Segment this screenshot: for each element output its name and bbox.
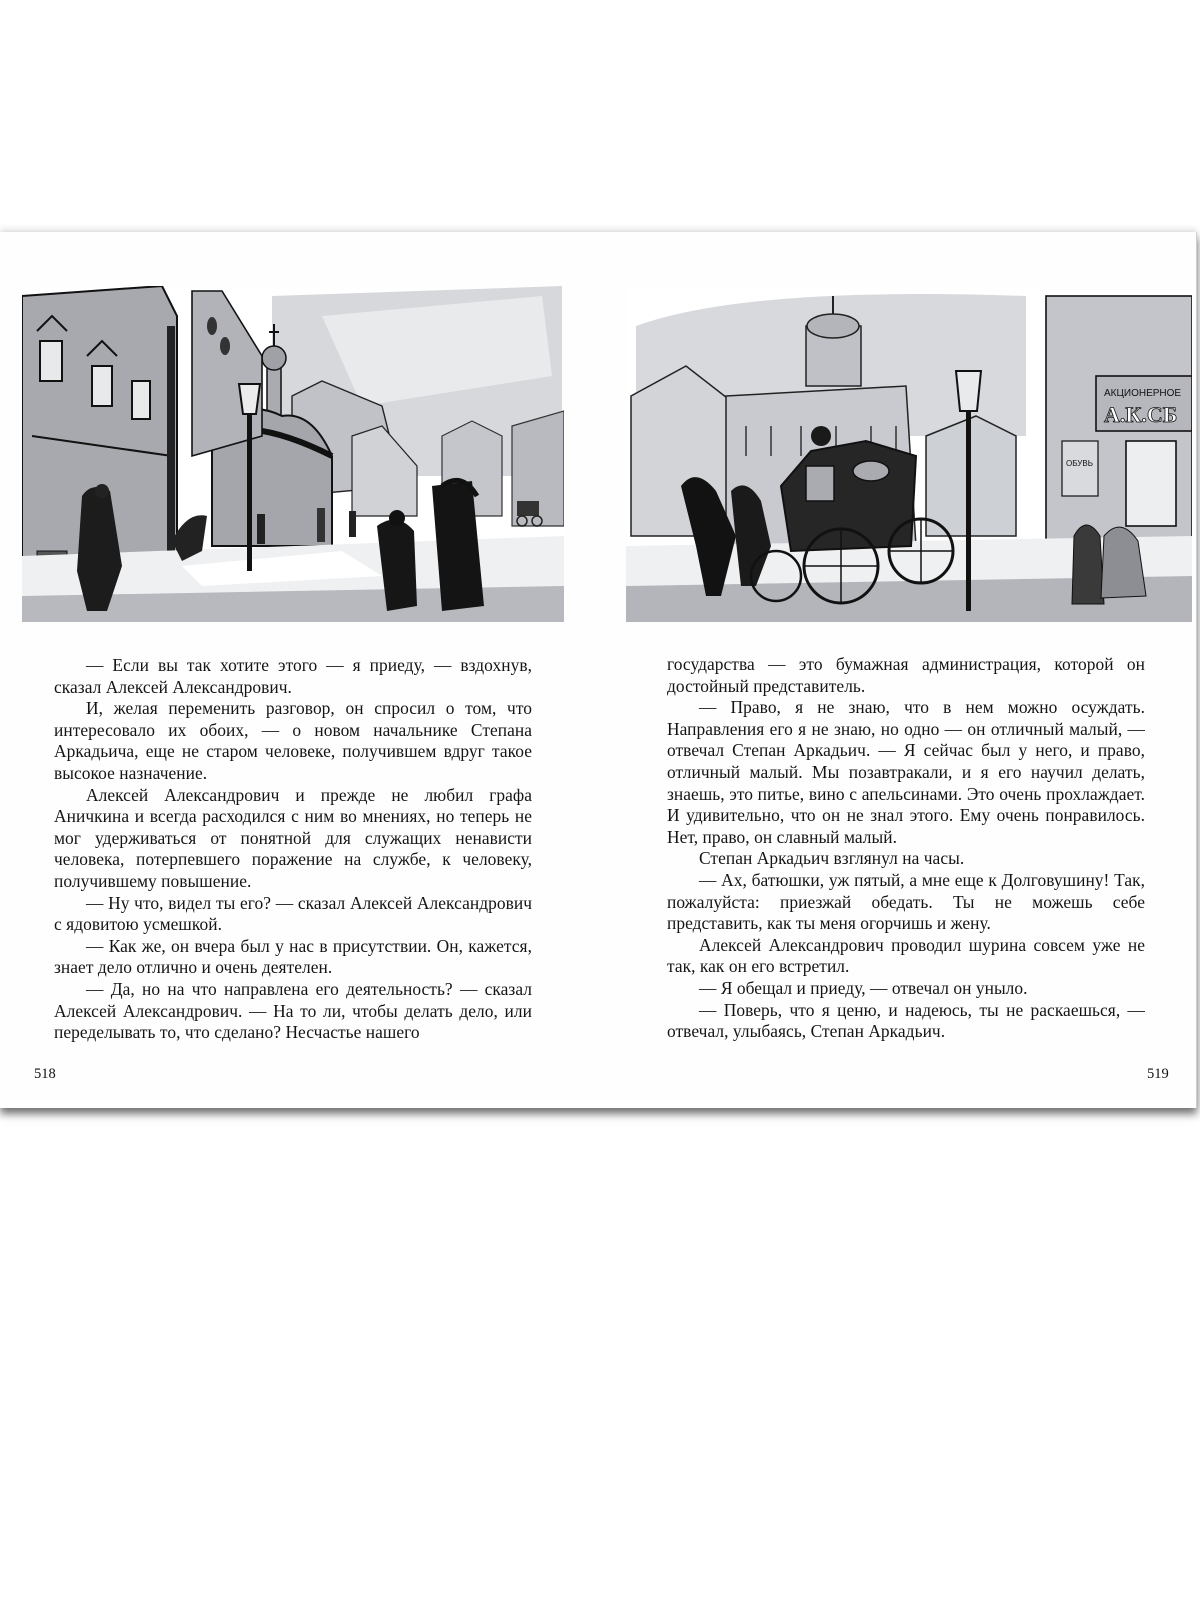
paragraph: — Да, но на что направлена его деятельность? — сказал Алексей Александрович. — На то ли, чтобы делать дело, или переделывать то, что сделано? Несчастье нашего: [54, 978, 532, 1043]
paragraph: — Если вы так хотите этого — я приеду, — вздохнув, сказал Алексей Александрович.: [54, 655, 532, 697]
paragraph: — Я обещал и приеду, — отвечал он уныло.: [699, 977, 1028, 998]
left-page-illustration: [22, 286, 564, 622]
paragraph: государства — это бумажная администрация, которой он достойный представитель.: [667, 654, 1145, 696]
sign-line-2: А.К.СБ: [1104, 402, 1178, 427]
paragraph: — Ах, батюшки, уж пятый, а мне еще к Долговушину! Так, пожалуйста: приезжай обедать. Ты не можешь себе представить, как ты меня огорчишь и жену.: [667, 869, 1145, 934]
paragraph: Алексей Александрович и прежде не любил графа Аничкина и всегда расходился с ним во мнениях, но теперь не мог удерживаться от понятной для служащих ненависти человека, потерпевшего поражение на службе, к человеку, получившему повышение.: [54, 784, 532, 891]
street-scene-illustration: [22, 286, 564, 622]
paragraph: — Ну что, видел ты его? — сказал Алексей Александрович с ядовитою усмешкой.: [54, 892, 532, 935]
shop-sign: ОБУВЬ: [1066, 459, 1093, 468]
right-page-text: [667, 654, 1145, 1043]
right-page-illustration: [626, 286, 1192, 622]
paragraph: — Как же, он вчера был у нас в присутствии. Он, кажется, знает дело отлично и очень деятелен.: [54, 935, 532, 978]
paragraph: — Поверь, что я ценю, и надеюсь, ты не раскаешься, — отвечал, улыбаясь, Степан Аркадьич.: [667, 999, 1145, 1042]
page-number-right: 519: [1147, 1066, 1169, 1082]
sign-line-1: АКЦИОНЕРНОЕ: [1104, 388, 1182, 399]
paragraph: Степан Аркадьич взглянул на часы.: [699, 848, 965, 869]
paragraph: — Право, я не знаю, что в нем можно осуждать. Направления его я не знаю, но одно — он отличный малый, — отвечал Степан Аркадьич. — Я сейчас был у него, и право, отличный малый. Мы позавтракали, и я его научил делать, знаешь, это питье, вино с апельсинами. Это очень прохлаждает. И удивительно, что он не знал этого. Ему очень понравилось. Нет, право, он славный малый.: [667, 697, 1145, 847]
paragraph: И, желая переменить разговор, он спросил о том, что интересовало их обоих, — о новом начальнике Степана Аркадьича, еще не старом человеке, получившем вдруг такое высокое назначение.: [54, 698, 532, 783]
carriage-scene-illustration: [626, 286, 1192, 622]
paragraph: Алексей Александрович проводил шурина совсем уже не так, как он его встретил.: [667, 934, 1145, 977]
page-number-left: 518: [34, 1066, 56, 1082]
left-page-text: [54, 655, 532, 1044]
